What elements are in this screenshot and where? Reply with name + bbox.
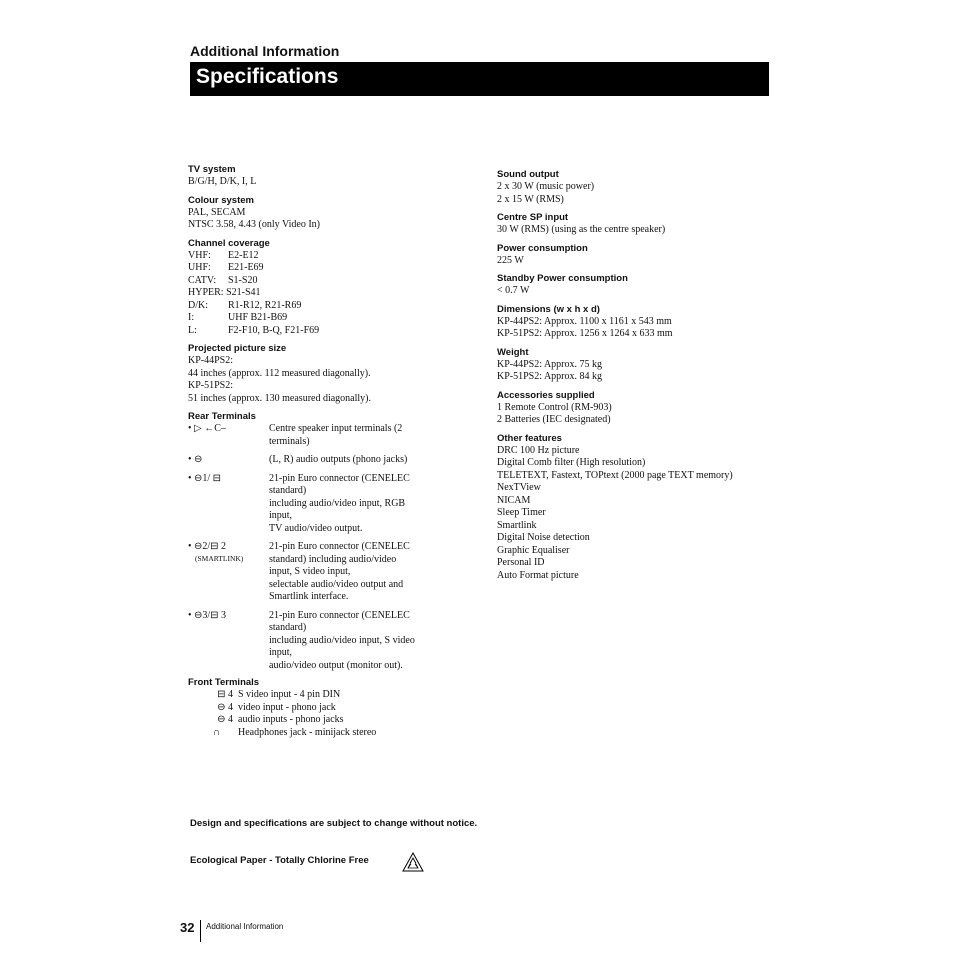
channel-range: S21-S41 xyxy=(226,287,261,298)
spec-accessories xyxy=(497,389,767,427)
front-terminal-item xyxy=(188,689,450,702)
feature-item: DRC 100 Hz picture xyxy=(497,444,580,456)
spec-label: Dimensions (w x h x d) xyxy=(497,303,600,315)
spec-sound-output xyxy=(497,168,767,206)
channel-band: I: xyxy=(188,312,195,323)
feature-item: Sleep Timer xyxy=(497,507,546,518)
channel-row xyxy=(188,300,450,313)
spec-label: Weight xyxy=(497,346,529,358)
spec-label: TV system xyxy=(188,164,236,175)
rear-terminal-item xyxy=(188,423,450,448)
footer-section-label: Additional Information xyxy=(206,922,284,931)
spec-label: Sound output xyxy=(497,169,559,180)
channel-band: D/K: xyxy=(188,299,208,311)
spec-label: Power consumption xyxy=(497,242,588,254)
spec-rear-terminals xyxy=(188,410,450,672)
feature-item: Digital Noise detection xyxy=(497,532,590,543)
channel-row xyxy=(188,325,450,338)
page-title: Specifications xyxy=(196,65,339,88)
recycle-icon xyxy=(401,851,425,875)
rear-terminal-item xyxy=(188,454,450,467)
terminal-symbol: • ⊖3/⊟ 3 xyxy=(188,609,227,621)
spec-value: NTSC 3.58, 4.43 (only Video In) xyxy=(188,219,320,230)
spec-channel-coverage xyxy=(188,237,450,338)
spec-value: 2 Batteries (IEC designated) xyxy=(497,414,611,425)
channel-row xyxy=(188,262,450,275)
front-terminal-description: audio inputs - phono jacks xyxy=(238,714,344,725)
channel-band: VHF: xyxy=(188,249,211,261)
channel-row xyxy=(188,287,450,300)
rear-terminal-item xyxy=(188,473,450,536)
terminal-description: 21-pin Euro connector (CENELEC standard) including audio/video input, S video input, selectable audio/video output and Smartlink interface. xyxy=(269,541,410,602)
section-heading: Additional Information xyxy=(190,43,340,59)
terminal-description: 21-pin Euro connector (CENELEC standard) including audio/video input, RGB input, TV audio/video output. xyxy=(269,472,410,534)
channel-row xyxy=(188,275,450,288)
spec-label: Accessories supplied xyxy=(497,389,595,401)
spec-colour-system xyxy=(188,194,450,232)
feature-item: TELETEXT, Fastext, TOPtext (2000 page TEXT memory) xyxy=(497,469,733,481)
feature-item: NexTView xyxy=(497,482,541,493)
spec-value: KP-44PS2: Approx. 1100 x 1161 x 543 mm xyxy=(497,315,672,327)
channel-range: E2-E12 xyxy=(228,249,259,261)
spec-label: Front Terminals xyxy=(188,677,260,688)
specs-left-column xyxy=(188,163,450,744)
spec-projected-picture-size xyxy=(188,342,450,405)
change-notice: Design and specifications are subject to change without notice. xyxy=(190,818,478,829)
feature-item: Smartlink xyxy=(497,519,537,531)
spec-value: 2 x 30 W (music power) xyxy=(497,181,595,192)
spec-weight xyxy=(497,346,767,384)
spec-label: Standby Power consumption xyxy=(497,273,628,284)
spec-label: Projected picture size xyxy=(188,343,287,354)
terminal-symbol: • ▷ ←C– xyxy=(188,423,226,434)
spec-value: 1 Remote Control (RM-903) xyxy=(497,401,612,413)
feature-item: Digital Comb filter (High resolution) xyxy=(497,457,646,468)
footer-divider xyxy=(200,920,201,942)
feature-item: Personal ID xyxy=(497,557,545,568)
spec-value: PAL, SECAM xyxy=(188,206,246,218)
spec-standby-power xyxy=(497,272,767,298)
spec-value: KP-51PS2: Approx. 84 kg xyxy=(497,371,603,382)
ecological-paper-note: Ecological Paper - Totally Chlorine Free xyxy=(190,855,369,866)
channel-range: F2-F10, B-Q, F21-F69 xyxy=(228,324,320,336)
front-terminal-symbol: ⊖ 4 xyxy=(217,701,233,713)
spec-value: 30 W (RMS) (using as the centre speaker) xyxy=(497,224,666,235)
spec-label: Channel coverage xyxy=(188,237,270,249)
spec-label: Colour system xyxy=(188,194,254,206)
terminal-sublabel: (SMARTLINK) xyxy=(195,553,244,563)
channel-band: UHF: xyxy=(188,262,211,273)
front-terminal-description: Headphones jack - minijack stereo xyxy=(238,726,377,738)
spec-label: Other features xyxy=(497,432,562,444)
rear-terminal-item xyxy=(188,541,450,604)
terminal-symbol xyxy=(188,541,269,604)
spec-value: KP-51PS2: xyxy=(188,380,234,391)
channel-band: HYPER: xyxy=(188,287,224,298)
front-terminal-item xyxy=(188,727,450,740)
terminal-description: (L, R) audio outputs (phono jacks) xyxy=(269,454,408,465)
spec-value: KP-44PS2: xyxy=(188,355,234,366)
spec-value: 2 x 15 W (RMS) xyxy=(497,193,564,205)
spec-value: 51 inches (approx. 130 measured diagonally). xyxy=(188,392,372,404)
channel-row xyxy=(188,312,450,325)
terminal-symbol-text: • ⊖2/⊟ 2 xyxy=(188,541,227,552)
page-number: 32 xyxy=(180,920,195,935)
front-terminal-symbol: ⊖ 4 xyxy=(217,714,233,725)
spec-value: KP-51PS2: Approx. 1256 x 1264 x 633 mm xyxy=(497,328,673,339)
specs-right-column xyxy=(497,168,767,587)
spec-label: Rear Terminals xyxy=(188,411,256,422)
spec-value: B/G/H, D/K, I, L xyxy=(188,176,257,187)
headphones-icon: ∩ xyxy=(212,726,221,738)
channel-range: UHF B21-B69 xyxy=(228,312,288,323)
feature-item: NICAM xyxy=(497,494,531,506)
front-terminal-description: S video input - 4 pin DIN xyxy=(238,689,341,700)
channel-range: R1-R12, R21-R69 xyxy=(228,299,302,311)
feature-item: Auto Format picture xyxy=(497,569,579,581)
terminal-description: Centre speaker input terminals (2 terminals) xyxy=(269,423,403,447)
spec-value: < 0.7 W xyxy=(497,285,530,296)
channel-band: CATV: xyxy=(188,274,217,286)
terminal-symbol: • ⊖1/ ⊟ xyxy=(188,472,222,484)
spec-front-terminals xyxy=(188,676,450,739)
spec-other-features xyxy=(497,432,767,583)
terminal-description: 21-pin Euro connector (CENELEC standard) including audio/video input, S video input, audio/video output (monitor out). xyxy=(269,609,415,671)
spec-tv-system xyxy=(188,163,450,189)
spec-centre-sp-input xyxy=(497,211,767,237)
front-terminal-description: video input - phono jack xyxy=(238,701,336,713)
spec-value: KP-44PS2: Approx. 75 kg xyxy=(497,358,603,370)
spec-power-consumption xyxy=(497,242,767,268)
spec-dimensions xyxy=(497,303,767,341)
channel-range: E21-E69 xyxy=(228,262,264,273)
front-terminal-symbol: ⊟ 4 xyxy=(217,689,233,700)
front-terminal-item xyxy=(188,714,450,727)
terminal-symbol: • ⊖ xyxy=(188,454,203,465)
spec-value: 225 W xyxy=(497,254,524,266)
channel-band: L: xyxy=(188,324,197,336)
front-terminal-item xyxy=(188,702,450,715)
feature-item: Graphic Equaliser xyxy=(497,544,570,556)
spec-value: 44 inches (approx. 112 measured diagonally). xyxy=(188,367,371,379)
rear-terminal-item xyxy=(188,610,450,673)
channel-row xyxy=(188,250,450,263)
channel-range: S1-S20 xyxy=(228,274,258,286)
spec-label: Centre SP input xyxy=(497,212,569,223)
page-title-bar xyxy=(190,62,769,96)
